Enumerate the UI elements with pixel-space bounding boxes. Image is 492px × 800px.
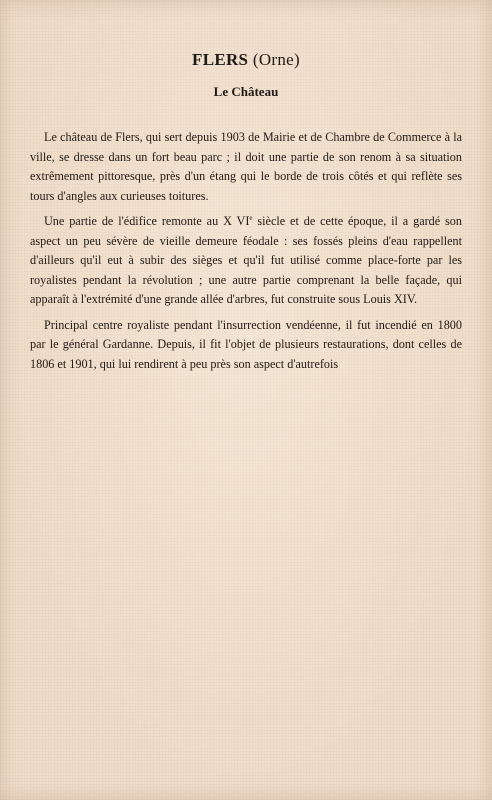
paragraph-3: Principal centre royaliste pendant l'insurrection vendéenne, il fut incendié en 1800 par le général Gardanne. Depuis, il fit l'objet de plusieurs restaurations, dont celles de 1806 et 1901, qui lui rendirent à peu près son aspect d'autrefois (30, 317, 462, 371)
page-title (30, 50, 462, 70)
text-block (30, 50, 462, 380)
century-superscript: e (249, 213, 253, 222)
title-department: (Orne) (252, 50, 300, 69)
paragraph-2-start: Une partie de l'édifice remonte au X VI (44, 214, 250, 228)
page-subtitle: Le Château (213, 84, 279, 99)
paragraph-2 (30, 212, 462, 310)
title-city: FLERS (192, 50, 249, 69)
paragraph-2-end: siècle et de cette époque, il a gardé son aspect un peu sévère de vieille demeure féodale : ses fossés pleins d'eau rappellent d'ailleurs qu'il eut à subir des sièges et qu'il fut utilisé comme place-forte par les royalistes pendant la révolution ; une autre partie comprenant la belle façade, qui apparaît à l'extrémité d'une grande allée d'arbres, fut construite sous Louis XIV. (30, 214, 462, 306)
paragraph-1: Le château de Flers, qui sert depuis 1903 de Mairie et de Chambre de Commerce à la ville, se dresse dans un fort beau parc ; il doit une partie de son renom à sa situation extrêmement pittoresque, près d'un étang qui le borde de trois côtés et qui reflète ses tours d'angles aux curieuses toitures. (30, 130, 462, 203)
